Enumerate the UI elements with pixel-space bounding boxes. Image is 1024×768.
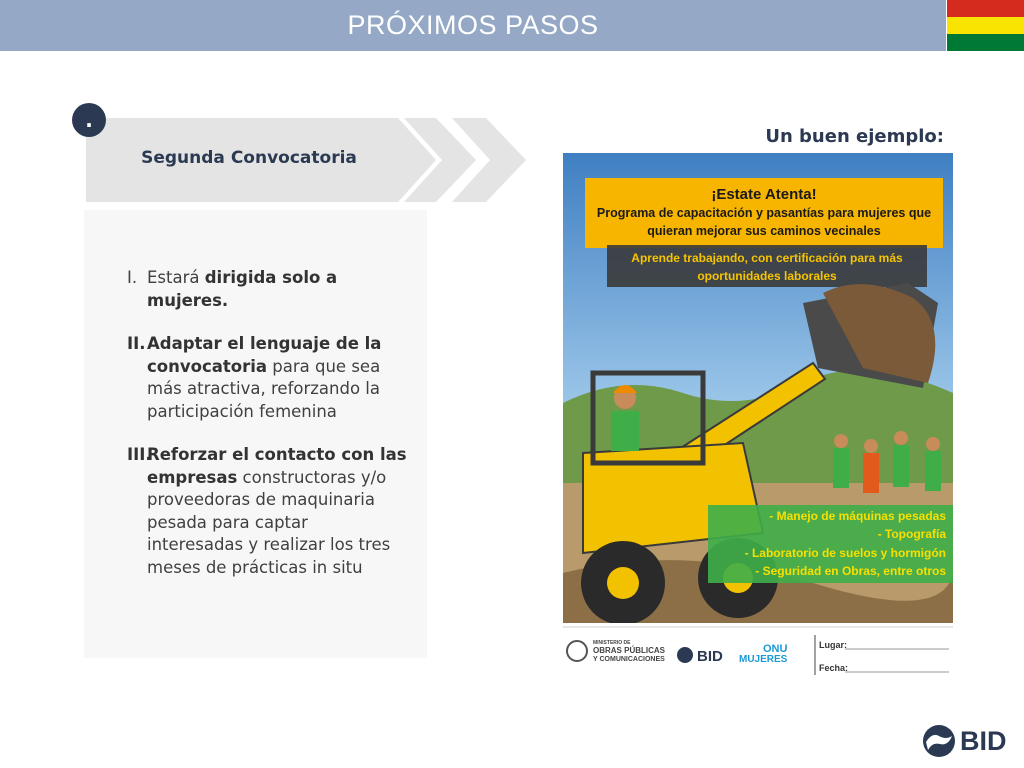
list-text — [147, 444, 407, 579]
step-label: Segunda Convocatoria — [141, 148, 357, 168]
list-text — [147, 333, 407, 423]
poster-ministry-2: OBRAS PÚBLICAS — [593, 646, 666, 655]
worker-4-head — [926, 437, 940, 451]
worker-3-head — [894, 431, 908, 445]
poster-fecha: Fecha: — [819, 663, 849, 673]
example-poster — [563, 153, 953, 683]
step-badge: . — [72, 103, 106, 137]
operator-vest — [611, 411, 639, 451]
poster-sub-2: oportunidades laborales — [697, 269, 837, 283]
poster-topic: - Topografía — [877, 527, 946, 541]
flag-stripe-yellow — [947, 17, 1024, 34]
list-number: I. — [127, 268, 138, 287]
flag-stripe-green — [947, 34, 1024, 51]
list-text-bold: dirigida solo a mujeres. — [147, 268, 338, 310]
flag-stripe-red — [947, 0, 1024, 17]
list-number: II. — [127, 334, 146, 353]
bid-logo — [922, 722, 1017, 760]
page-title: PRÓXIMOS PASOS — [347, 10, 599, 40]
poster-ministry-1: MINISTERIO DE — [593, 640, 631, 646]
poster-headline-2: Programa de capacitación y pasantías para mujeres que — [596, 206, 932, 220]
poster-sub-1: Aprende trabajando, con certificación para más — [631, 251, 903, 265]
bid-logo-text: BID — [960, 725, 1007, 756]
poster-ministry-3: Y COMUNICACIONES — [593, 656, 665, 663]
list-text-normal: constructoras y/o proveedoras de maquinaria pesada para captar interesadas y realizar los tres meses de prácticas in situ — [147, 467, 391, 577]
worker-4 — [925, 451, 941, 491]
poster-bid-icon — [677, 647, 693, 663]
worker-1 — [833, 448, 849, 488]
list-text-normal: para que sea más atractiva, reforzando la participación femenina — [147, 356, 381, 421]
poster-bid: BID — [697, 648, 723, 665]
list-item — [127, 333, 407, 423]
poster-topic: - Manejo de máquinas pesadas — [769, 509, 946, 523]
list-text-normal: Estará — [147, 268, 205, 287]
poster-lugar: Lugar: — [819, 640, 847, 650]
example-title: Un buen ejemplo: — [765, 126, 944, 147]
poster-headline-3: quieran mejorar sus caminos vecinales — [647, 224, 881, 238]
worker-2-head — [864, 439, 878, 453]
poster-onu-1: ONU — [763, 643, 788, 655]
poster-headline-1: ¡Estate Atenta! — [711, 186, 817, 203]
title-bar — [0, 0, 946, 51]
list-text-bold: Adaptar el lenguaje de la convocatoria — [147, 334, 382, 376]
poster-topic: - Laboratorio de suelos y hormigón — [744, 546, 946, 560]
list-number: III. — [127, 445, 152, 464]
poster-onu-2: MUJERES — [739, 654, 788, 665]
bolivia-flag — [947, 0, 1024, 51]
list-item — [127, 267, 407, 312]
worker-2 — [863, 453, 879, 493]
loader-wheel-rear-hub — [607, 567, 639, 599]
worker-1-head — [834, 434, 848, 448]
poster-illustration — [563, 153, 953, 683]
worker-3 — [893, 445, 909, 487]
list-text-bold: Reforzar el contacto con las empresas — [147, 445, 407, 487]
poster-topic: - Seguridad en Obras, entre otros — [755, 564, 946, 578]
bid-globe-icon — [922, 724, 956, 758]
list-item — [127, 444, 407, 579]
list-text — [147, 267, 407, 312]
steps-list — [127, 267, 407, 600]
